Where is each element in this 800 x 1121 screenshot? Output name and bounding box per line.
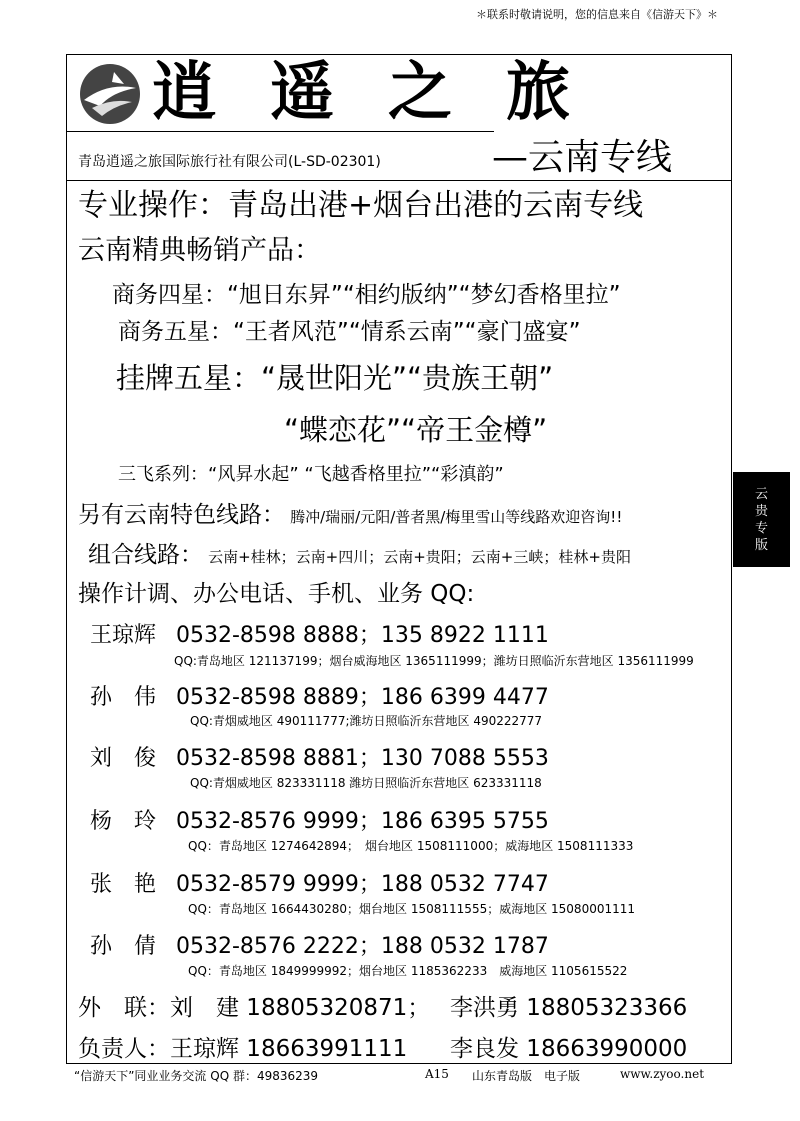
contact-qq: QQ:青岛地区 121137199；烟台威海地区 1365111999；潍坊日照临沂东营地区 1356111999 xyxy=(174,654,694,668)
bird-logo-icon xyxy=(78,62,142,130)
contact-qq: QQ:青烟威地区 490111777;潍坊日照临沂东营地区 490222777 xyxy=(190,714,543,728)
contact-name: 张 艳 xyxy=(90,872,157,897)
contact-qq: QQ：青岛地区 1849999992；烟台地区 1185362233 威海地区 1105615522 xyxy=(188,964,628,978)
contact-phones: 0532-8576 9999；186 6395 5755 xyxy=(176,809,549,834)
special-routes-label: 另有云南特色线路： xyxy=(78,502,285,528)
contact-qq: QQ：青岛地区 1274642894； 烟台地区 1508111000；威海地区 1508111333 xyxy=(188,839,634,853)
product-four-star: 商务四星：“旭日东昇”“相约版纳”“梦幻香格里拉” xyxy=(112,282,621,308)
footer-page: A15 xyxy=(425,1067,449,1081)
side-tab-char: 贵 xyxy=(754,503,768,519)
contact-name: 孙 伟 xyxy=(90,685,157,710)
special-routes-text: 腾冲/瑞丽/元阳/普者黑/梅里雪山等线路欢迎咨询!! xyxy=(290,508,623,526)
external-person-1: 刘 建 18805320871； xyxy=(170,995,431,1021)
manager-person-2: 李良发 18663990000 xyxy=(450,1036,688,1062)
combo-routes-label: 组合线路： xyxy=(88,542,203,568)
side-tab-char: 专 xyxy=(754,520,768,536)
special-routes-row xyxy=(78,496,622,529)
brand-title: 逍遥之旅 xyxy=(152,55,624,130)
contact-phones: 0532-8598 8889；186 6399 4477 xyxy=(176,685,549,710)
manager-person-1: 王琼辉 18663991111 xyxy=(170,1036,408,1062)
side-tab-char: 云 xyxy=(754,486,768,502)
contact-phones: 0532-8579 9999；188 0532 7747 xyxy=(176,872,549,897)
contact-name: 王琼辉 xyxy=(90,623,157,648)
manager-row xyxy=(78,1030,407,1063)
side-tab xyxy=(733,472,790,567)
combo-routes-text: 云南+桂林；云南+四川；云南+贵阳；云南+三峡；桂林+贵阳 xyxy=(208,548,631,566)
header-divider-top xyxy=(66,131,494,132)
manager-label: 负责人： xyxy=(78,1036,170,1062)
footer-edition: 山东青岛版 电子版 xyxy=(472,1069,581,1083)
contact-qq: QQ：青岛地区 1664430280；烟台地区 1508111555；威海地区 15080001111 xyxy=(188,902,636,916)
external-person-2: 李洪勇 18805323366 xyxy=(450,995,688,1021)
product-listed-five-a: 挂牌五星：“晟世阳光”“贵族王朝” xyxy=(116,361,554,395)
contact-phones: 0532-8598 8881；130 7088 5553 xyxy=(176,746,549,771)
external-row xyxy=(78,989,430,1022)
footer-site[interactable]: www.zyoo.net xyxy=(620,1067,705,1081)
contacts-title: 操作计调、办公电话、手机、业务 QQ: xyxy=(78,581,475,607)
contact-name: 刘 俊 xyxy=(90,746,157,771)
headline: 专业操作：青岛出港+烟台出港的云南专线 xyxy=(78,188,644,223)
products-title: 云南精典畅销产品： xyxy=(78,235,321,266)
product-sanfei: 三飞系列：“风昇水起” “飞越香格里拉”“彩滇韵” xyxy=(118,464,504,485)
product-listed-five-b: “蝶恋花”“帝王金樽” xyxy=(284,413,548,447)
contact-name: 孙 倩 xyxy=(90,934,157,959)
side-tab-char: 版 xyxy=(754,537,768,553)
combo-routes-row xyxy=(88,536,631,569)
external-label: 外 联： xyxy=(78,995,170,1021)
top-note: ＊联系时敬请说明，您的信息来自《信游天下》＊ xyxy=(476,8,718,21)
contact-name: 杨 玲 xyxy=(90,809,157,834)
contact-qq: QQ:青烟威地区 823331118 潍坊日照临沂东营地区 623331118 xyxy=(190,776,542,790)
company-name: 青岛逍遥之旅国际旅行社有限公司(L-SD-02301) xyxy=(78,154,381,170)
subtitle: —云南专线 xyxy=(492,137,673,178)
contact-phones: 0532-8598 8888；135 8922 1111 xyxy=(176,623,549,648)
footer-group: “信游天下”同业业务交流 QQ 群：49836239 xyxy=(74,1069,319,1083)
product-five-star: 商务五星：“王者风范”“情系云南”“豪门盛宴” xyxy=(118,319,581,345)
contact-phones: 0532-8576 2222；188 0532 1787 xyxy=(176,934,549,959)
